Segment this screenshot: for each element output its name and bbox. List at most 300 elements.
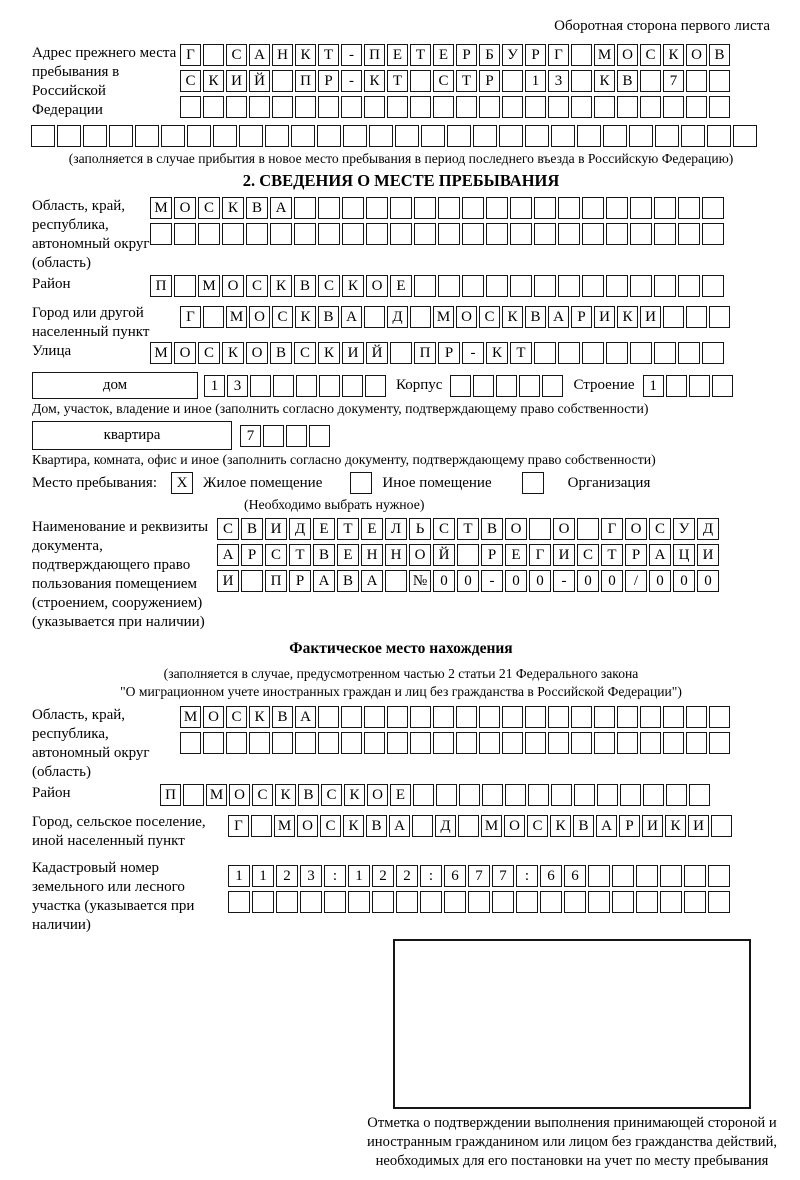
char-cell[interactable] (462, 275, 484, 297)
char-cell[interactable] (265, 125, 289, 147)
char-cell[interactable] (366, 197, 388, 219)
char-cell[interactable] (606, 342, 628, 364)
char-cell[interactable] (502, 96, 523, 118)
char-cell[interactable]: К (594, 70, 615, 92)
char-cell[interactable]: 0 (577, 570, 599, 592)
prev-address-row-2[interactable] (180, 70, 732, 92)
char-cell[interactable] (438, 197, 460, 219)
char-cell[interactable] (594, 706, 615, 728)
char-cell[interactable]: Т (601, 544, 623, 566)
char-cell[interactable]: Г (180, 44, 201, 66)
char-cell[interactable]: Д (435, 815, 456, 837)
char-cell[interactable] (341, 706, 362, 728)
stroenie-cells[interactable] (643, 375, 735, 397)
char-cell[interactable]: Е (313, 518, 335, 540)
char-cell[interactable]: Р (456, 44, 477, 66)
char-cell[interactable] (709, 70, 730, 92)
char-cell[interactable]: Т (456, 70, 477, 92)
char-cell[interactable]: С (433, 518, 455, 540)
char-cell[interactable] (702, 223, 724, 245)
char-cell[interactable] (390, 342, 412, 364)
char-cell[interactable] (663, 706, 684, 728)
char-cell[interactable]: Т (387, 70, 408, 92)
char-cell[interactable]: Т (289, 544, 311, 566)
char-cell[interactable] (482, 784, 503, 806)
char-cell[interactable] (571, 96, 592, 118)
char-cell[interactable]: П (160, 784, 181, 806)
char-cell[interactable] (479, 96, 500, 118)
char-cell[interactable]: Д (697, 518, 719, 540)
char-cell[interactable] (319, 375, 340, 397)
char-cell[interactable]: Е (390, 784, 411, 806)
char-cell[interactable] (678, 197, 700, 219)
char-cell[interactable]: 0 (529, 570, 551, 592)
char-cell[interactable]: : (420, 865, 442, 887)
char-cell[interactable] (246, 223, 268, 245)
char-cell[interactable]: А (341, 306, 362, 328)
char-cell[interactable] (678, 342, 700, 364)
char-cell[interactable]: К (344, 784, 365, 806)
char-cell[interactable]: 1 (643, 375, 664, 397)
char-cell[interactable] (689, 784, 710, 806)
char-cell[interactable]: Й (366, 342, 388, 364)
s2-region-row-1[interactable] (150, 197, 726, 219)
char-cell[interactable] (294, 197, 316, 219)
char-cell[interactable] (654, 223, 676, 245)
char-cell[interactable] (708, 891, 730, 913)
char-cell[interactable]: К (364, 70, 385, 92)
char-cell[interactable] (203, 732, 224, 754)
char-cell[interactable] (365, 375, 386, 397)
char-cell[interactable] (342, 375, 363, 397)
char-cell[interactable]: С (318, 275, 340, 297)
char-cell[interactable] (681, 125, 705, 147)
char-cell[interactable] (286, 425, 307, 447)
char-cell[interactable] (341, 96, 362, 118)
char-cell[interactable] (318, 96, 339, 118)
char-cell[interactable] (588, 891, 610, 913)
char-cell[interactable]: / (625, 570, 647, 592)
char-cell[interactable] (528, 784, 549, 806)
char-cell[interactable]: Е (337, 544, 359, 566)
char-cell[interactable]: О (409, 544, 431, 566)
char-cell[interactable] (660, 891, 682, 913)
char-cell[interactable]: М (274, 815, 295, 837)
char-cell[interactable] (502, 732, 523, 754)
char-cell[interactable] (343, 125, 367, 147)
char-cell[interactable]: Г (548, 44, 569, 66)
char-cell[interactable] (663, 732, 684, 754)
char-cell[interactable]: : (516, 865, 538, 887)
char-cell[interactable] (318, 197, 340, 219)
char-cell[interactable] (571, 732, 592, 754)
cadastral-row-1[interactable] (228, 865, 732, 887)
char-cell[interactable]: Р (318, 70, 339, 92)
char-cell[interactable] (187, 125, 211, 147)
char-cell[interactable] (551, 784, 572, 806)
char-cell[interactable] (686, 70, 707, 92)
char-cell[interactable] (594, 732, 615, 754)
char-cell[interactable] (31, 125, 55, 147)
char-cell[interactable] (708, 865, 730, 887)
char-cell[interactable] (707, 125, 731, 147)
char-cell[interactable]: У (502, 44, 523, 66)
char-cell[interactable] (529, 518, 551, 540)
char-cell[interactable] (270, 223, 292, 245)
char-cell[interactable] (150, 223, 172, 245)
char-cell[interactable]: А (295, 706, 316, 728)
document-row-2[interactable] (217, 544, 721, 566)
char-cell[interactable]: К (203, 70, 224, 92)
char-cell[interactable]: 2 (276, 865, 298, 887)
char-cell[interactable] (364, 306, 385, 328)
char-cell[interactable]: У (673, 518, 695, 540)
char-cell[interactable] (457, 544, 479, 566)
char-cell[interactable]: М (433, 306, 454, 328)
char-cell[interactable]: И (640, 306, 661, 328)
char-cell[interactable]: Р (571, 306, 592, 328)
char-cell[interactable]: В (617, 70, 638, 92)
char-cell[interactable] (226, 732, 247, 754)
char-cell[interactable] (486, 197, 508, 219)
char-cell[interactable]: М (206, 784, 227, 806)
char-cell[interactable] (597, 784, 618, 806)
char-cell[interactable] (390, 197, 412, 219)
char-cell[interactable] (582, 223, 604, 245)
char-cell[interactable] (222, 223, 244, 245)
char-cell[interactable]: Е (361, 518, 383, 540)
apartment-box[interactable]: квартира (32, 421, 232, 450)
char-cell[interactable] (300, 891, 322, 913)
char-cell[interactable] (606, 223, 628, 245)
char-cell[interactable] (548, 706, 569, 728)
char-cell[interactable]: 6 (564, 865, 586, 887)
char-cell[interactable]: В (337, 570, 359, 592)
char-cell[interactable] (462, 197, 484, 219)
char-cell[interactable]: № (409, 570, 431, 592)
char-cell[interactable] (686, 96, 707, 118)
char-cell[interactable] (309, 425, 330, 447)
char-cell[interactable]: - (341, 70, 362, 92)
char-cell[interactable] (364, 706, 385, 728)
char-cell[interactable]: Р (481, 544, 503, 566)
char-cell[interactable]: В (481, 518, 503, 540)
char-cell[interactable] (456, 706, 477, 728)
char-cell[interactable] (180, 732, 201, 754)
char-cell[interactable] (109, 125, 133, 147)
char-cell[interactable]: О (553, 518, 575, 540)
char-cell[interactable]: И (594, 306, 615, 328)
char-cell[interactable]: О (174, 197, 196, 219)
char-cell[interactable] (571, 70, 592, 92)
char-cell[interactable]: Г (529, 544, 551, 566)
char-cell[interactable] (582, 342, 604, 364)
char-cell[interactable] (686, 306, 707, 328)
char-cell[interactable]: М (150, 197, 172, 219)
document-row-1[interactable] (217, 518, 721, 540)
char-cell[interactable]: 2 (372, 865, 394, 887)
prev-address-row-3[interactable] (180, 96, 732, 118)
char-cell[interactable]: О (686, 44, 707, 66)
char-cell[interactable]: Е (390, 275, 412, 297)
char-cell[interactable] (251, 815, 272, 837)
char-cell[interactable] (486, 275, 508, 297)
char-cell[interactable]: К (502, 306, 523, 328)
char-cell[interactable] (603, 125, 627, 147)
char-cell[interactable]: - (341, 44, 362, 66)
char-cell[interactable]: С (479, 306, 500, 328)
char-cell[interactable]: М (481, 815, 502, 837)
char-cell[interactable]: 6 (444, 865, 466, 887)
char-cell[interactable] (387, 732, 408, 754)
char-cell[interactable] (594, 96, 615, 118)
char-cell[interactable]: С (640, 44, 661, 66)
char-cell[interactable] (548, 732, 569, 754)
char-cell[interactable] (447, 125, 471, 147)
char-cell[interactable] (135, 125, 159, 147)
char-cell[interactable] (385, 570, 407, 592)
char-cell[interactable]: И (342, 342, 364, 364)
char-cell[interactable] (666, 784, 687, 806)
char-cell[interactable]: В (525, 306, 546, 328)
char-cell[interactable]: Л (385, 518, 407, 540)
char-cell[interactable]: С (294, 342, 316, 364)
house-number-cells[interactable] (204, 375, 388, 397)
char-cell[interactable]: 0 (649, 570, 671, 592)
char-cell[interactable] (558, 223, 580, 245)
char-cell[interactable] (709, 732, 730, 754)
char-cell[interactable] (291, 125, 315, 147)
char-cell[interactable] (241, 570, 263, 592)
char-cell[interactable] (612, 891, 634, 913)
char-cell[interactable]: С (527, 815, 548, 837)
char-cell[interactable]: О (505, 518, 527, 540)
char-cell[interactable] (534, 275, 556, 297)
char-cell[interactable] (678, 223, 700, 245)
char-cell[interactable] (636, 891, 658, 913)
char-cell[interactable] (174, 275, 196, 297)
char-cell[interactable] (198, 223, 220, 245)
char-cell[interactable]: А (313, 570, 335, 592)
char-cell[interactable] (534, 197, 556, 219)
char-cell[interactable]: А (270, 197, 292, 219)
char-cell[interactable] (436, 784, 457, 806)
char-cell[interactable] (684, 865, 706, 887)
char-cell[interactable] (341, 732, 362, 754)
char-cell[interactable] (588, 865, 610, 887)
char-cell[interactable] (640, 706, 661, 728)
char-cell[interactable]: К (550, 815, 571, 837)
char-cell[interactable] (606, 197, 628, 219)
char-cell[interactable]: Т (337, 518, 359, 540)
char-cell[interactable] (342, 197, 364, 219)
char-cell[interactable]: С (217, 518, 239, 540)
char-cell[interactable]: Р (619, 815, 640, 837)
char-cell[interactable] (606, 275, 628, 297)
char-cell[interactable] (510, 275, 532, 297)
char-cell[interactable] (479, 706, 500, 728)
char-cell[interactable]: 0 (601, 570, 623, 592)
char-cell[interactable]: 3 (548, 70, 569, 92)
cadastral-row-2[interactable] (228, 891, 732, 913)
char-cell[interactable]: К (663, 44, 684, 66)
char-cell[interactable] (57, 125, 81, 147)
char-cell[interactable]: В (366, 815, 387, 837)
char-cell[interactable]: П (364, 44, 385, 66)
char-cell[interactable]: К (343, 815, 364, 837)
char-cell[interactable] (577, 518, 599, 540)
char-cell[interactable]: К (249, 706, 270, 728)
char-cell[interactable]: М (198, 275, 220, 297)
char-cell[interactable] (295, 732, 316, 754)
char-cell[interactable] (571, 706, 592, 728)
al-city-row[interactable] (228, 815, 734, 837)
char-cell[interactable]: И (553, 544, 575, 566)
char-cell[interactable] (410, 70, 431, 92)
char-cell[interactable] (582, 275, 604, 297)
char-cell[interactable] (486, 223, 508, 245)
char-cell[interactable]: Т (457, 518, 479, 540)
house-box[interactable]: дом (32, 372, 198, 399)
char-cell[interactable] (629, 125, 653, 147)
char-cell[interactable] (655, 125, 679, 147)
char-cell[interactable] (272, 70, 293, 92)
char-cell[interactable] (548, 96, 569, 118)
char-cell[interactable]: В (270, 342, 292, 364)
char-cell[interactable] (272, 96, 293, 118)
char-cell[interactable]: М (180, 706, 201, 728)
char-cell[interactable] (456, 732, 477, 754)
char-cell[interactable] (203, 306, 224, 328)
char-cell[interactable]: В (298, 784, 319, 806)
char-cell[interactable] (558, 275, 580, 297)
char-cell[interactable] (640, 732, 661, 754)
char-cell[interactable]: С (180, 70, 201, 92)
char-cell[interactable]: Е (505, 544, 527, 566)
char-cell[interactable]: С (433, 70, 454, 92)
char-cell[interactable] (525, 125, 549, 147)
char-cell[interactable] (468, 891, 490, 913)
char-cell[interactable]: И (697, 544, 719, 566)
char-cell[interactable] (273, 375, 294, 397)
char-cell[interactable] (525, 732, 546, 754)
char-cell[interactable]: А (649, 544, 671, 566)
char-cell[interactable] (473, 375, 494, 397)
char-cell[interactable]: 3 (300, 865, 322, 887)
char-cell[interactable]: Б (479, 44, 500, 66)
char-cell[interactable]: Д (387, 306, 408, 328)
char-cell[interactable]: И (226, 70, 247, 92)
prev-address-row-1[interactable] (180, 44, 732, 66)
char-cell[interactable] (502, 706, 523, 728)
char-cell[interactable] (492, 891, 514, 913)
char-cell[interactable]: О (249, 306, 270, 328)
char-cell[interactable] (499, 125, 523, 147)
char-cell[interactable]: К (295, 306, 316, 328)
char-cell[interactable] (640, 70, 661, 92)
char-cell[interactable] (686, 706, 707, 728)
char-cell[interactable] (183, 784, 204, 806)
char-cell[interactable] (249, 96, 270, 118)
char-cell[interactable] (534, 342, 556, 364)
char-cell[interactable] (558, 342, 580, 364)
char-cell[interactable]: Р (625, 544, 647, 566)
char-cell[interactable]: Й (249, 70, 270, 92)
char-cell[interactable]: О (222, 275, 244, 297)
char-cell[interactable] (558, 197, 580, 219)
char-cell[interactable] (228, 891, 250, 913)
char-cell[interactable] (712, 375, 733, 397)
stay-option-checkbox-1[interactable]: X (171, 472, 193, 494)
char-cell[interactable] (711, 815, 732, 837)
char-cell[interactable] (571, 44, 592, 66)
char-cell[interactable] (364, 96, 385, 118)
char-cell[interactable] (433, 96, 454, 118)
char-cell[interactable]: Р (438, 342, 460, 364)
char-cell[interactable] (456, 96, 477, 118)
char-cell[interactable] (733, 125, 757, 147)
char-cell[interactable] (390, 223, 412, 245)
char-cell[interactable]: 0 (433, 570, 455, 592)
char-cell[interactable]: С (226, 706, 247, 728)
char-cell[interactable] (574, 784, 595, 806)
char-cell[interactable]: Н (272, 44, 293, 66)
char-cell[interactable] (226, 96, 247, 118)
char-cell[interactable]: Н (385, 544, 407, 566)
char-cell[interactable] (83, 125, 107, 147)
apartment-cells[interactable] (240, 425, 332, 447)
char-cell[interactable]: В (272, 706, 293, 728)
char-cell[interactable]: М (594, 44, 615, 66)
char-cell[interactable]: Т (318, 44, 339, 66)
char-cell[interactable] (479, 732, 500, 754)
char-cell[interactable] (433, 706, 454, 728)
char-cell[interactable] (318, 706, 339, 728)
char-cell[interactable]: О (367, 784, 388, 806)
char-cell[interactable]: Р (289, 570, 311, 592)
char-cell[interactable]: Г (228, 815, 249, 837)
char-cell[interactable] (174, 223, 196, 245)
char-cell[interactable] (372, 891, 394, 913)
char-cell[interactable] (410, 96, 431, 118)
char-cell[interactable] (702, 275, 724, 297)
char-cell[interactable]: В (709, 44, 730, 66)
al-region-row-1[interactable] (180, 706, 732, 728)
char-cell[interactable] (450, 375, 471, 397)
char-cell[interactable] (318, 732, 339, 754)
char-cell[interactable]: А (361, 570, 383, 592)
char-cell[interactable] (263, 425, 284, 447)
char-cell[interactable]: К (270, 275, 292, 297)
stay-option-checkbox-3[interactable] (522, 472, 544, 494)
char-cell[interactable] (564, 891, 586, 913)
char-cell[interactable]: 7 (468, 865, 490, 887)
char-cell[interactable]: С (226, 44, 247, 66)
char-cell[interactable]: И (265, 518, 287, 540)
char-cell[interactable]: О (456, 306, 477, 328)
char-cell[interactable] (540, 891, 562, 913)
char-cell[interactable]: Е (433, 44, 454, 66)
char-cell[interactable]: 1 (252, 865, 274, 887)
char-cell[interactable] (161, 125, 185, 147)
char-cell[interactable] (414, 197, 436, 219)
char-cell[interactable] (630, 197, 652, 219)
char-cell[interactable]: 1 (525, 70, 546, 92)
char-cell[interactable] (438, 275, 460, 297)
char-cell[interactable]: 7 (492, 865, 514, 887)
char-cell[interactable] (276, 891, 298, 913)
char-cell[interactable]: В (294, 275, 316, 297)
